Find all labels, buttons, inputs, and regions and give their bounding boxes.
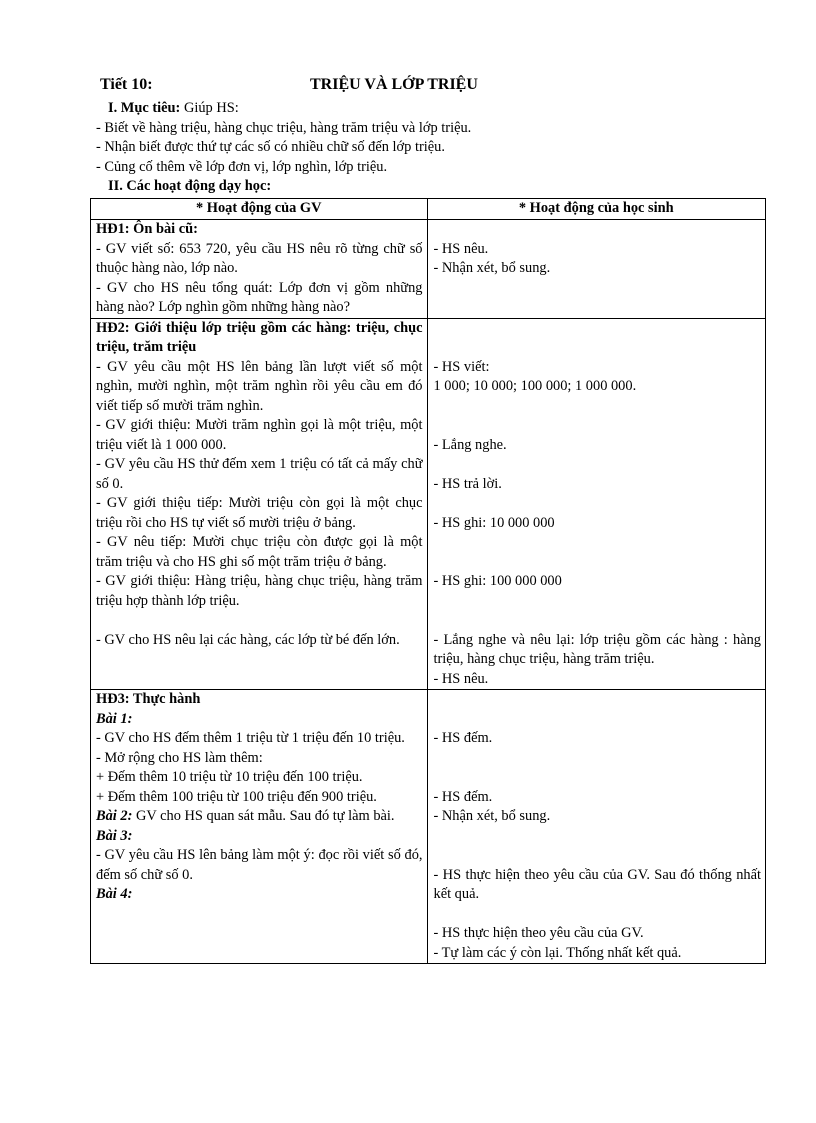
objective-item: - Biết về hàng triệu, hàng chục triệu, hàng trăm triệu và lớp triệu. [96, 119, 472, 136]
hs-text: - HS ghi: 10 000 000 [433, 514, 555, 531]
column-header-gv: * Hoạt động của GV [91, 199, 428, 220]
exercise-label: Bài 1: [96, 710, 133, 727]
gv-cell [91, 690, 428, 964]
gv-cell [91, 220, 428, 319]
gv-text: + Đếm thêm 10 triệu từ 10 triệu đến 100 triệu. [96, 769, 363, 785]
hs-text: - Nhận xét, bổ sung. [433, 808, 551, 824]
objectives-heading [96, 99, 776, 119]
gv-text: - GV yêu cầu một HS lên bảng lần lượt viết số một nghìn, mười nghìn, một trăm nghìn rồi yêu cầu em đó viết tiếp số mười trăm nghìn. [96, 358, 423, 414]
gv-text: - GV viết số: 653 720, yêu cầu HS nêu rõ từng chữ số thuộc hàng nào, lớp nào. [96, 240, 423, 276]
objectives-heading-rest: Giúp HS: [180, 100, 239, 116]
objective-item: - Nhận biết được thứ tự các số có nhiều chữ số đến lớp triệu. [96, 139, 445, 155]
table-row [91, 690, 766, 964]
gv-text: - GV cho HS đếm thêm 1 triệu từ 1 triệu đến 10 triệu. [96, 730, 405, 746]
hs-text: - HS đếm. [433, 730, 493, 746]
gv-text: - GV cho HS nêu tổng quát: Lớp đơn vị gồm những hàng nào? Lớp nghìn gồm những hàng nào? [96, 279, 423, 315]
objectives-section [96, 99, 776, 197]
activities-table [90, 198, 766, 964]
objectives-heading-label: I. Mục tiêu: [108, 100, 181, 116]
objective-item: - Củng cố thêm về lớp đơn vị, lớp nghìn, lớp triệu. [96, 158, 388, 175]
hs-cell [427, 318, 766, 690]
gv-text: - Mở rộng cho HS làm thêm: [96, 749, 263, 766]
gv-text: - GV yêu cầu HS thử đếm xem 1 triệu có tất cả mấy chữ số 0. [96, 456, 423, 492]
hs-text: - HS đếm. [433, 788, 493, 805]
gv-text: - GV giới thiệu tiếp: Mười triệu còn gọi là một chục triệu rồi cho HS tự viết số mười triệu ở bảng. [96, 495, 423, 531]
gv-cell [91, 318, 428, 690]
hs-cell [427, 220, 766, 319]
table-row [91, 220, 766, 319]
gv-text: - GV giới thiệu: Mười trăm nghìn gọi là một triệu, một triệu viết là 1 000 000. [96, 417, 423, 453]
gv-text: - GV yêu cầu HS lên bảng làm một ý: đọc rồi viết số đó, đếm số chữ số 0. [96, 847, 423, 883]
activities-heading [96, 177, 776, 197]
exercise-label: Bài 3: [96, 827, 133, 844]
hs-text: - HS trả lời. [433, 475, 502, 492]
gv-text-rest: GV cho HS quan sát mẫu. Sau đó tự làm bài. [132, 808, 395, 824]
gv-text [96, 807, 423, 827]
activity-title: HĐ2: Giới thiệu lớp triệu gồm các hàng: triệu, chục triệu, trăm triệu [96, 319, 423, 355]
hs-text: 1 000; 10 000; 100 000; 1 000 000. [433, 378, 637, 394]
gv-text: + Đếm thêm 100 triệu từ 100 triệu đến 900 triệu. [96, 788, 377, 805]
hs-text: - HS nêu. [433, 240, 489, 257]
table-row [91, 318, 766, 690]
exercise-label: Bài 4: [96, 886, 133, 902]
gv-text: - GV nêu tiếp: Mười chục triệu còn được gọi là một trăm triệu và cho HS ghi số một trăm triệu ở bảng. [96, 534, 423, 570]
hs-text: - HS nêu. [433, 670, 489, 687]
activity-title: HĐ1: Ôn bài cũ: [96, 221, 198, 237]
hs-text: - Lắng nghe. [433, 436, 507, 453]
hs-text: - HS viết: [433, 358, 490, 375]
activity-title: HĐ3: Thực hành [96, 691, 201, 707]
hs-text: - Nhận xét, bổ sung. [433, 260, 551, 276]
hs-text: - HS thực hiện theo yêu cầu của GV. Sau đó thống nhất kết quả. [433, 866, 761, 902]
hs-cell [427, 690, 766, 964]
activities-heading-text: II. Các hoạt động dạy học: [108, 178, 272, 194]
hs-text: - HS thực hiện theo yêu cầu của GV. [433, 925, 644, 941]
hs-text: - HS ghi: 100 000 000 [433, 573, 562, 589]
title-row [100, 76, 780, 98]
hs-text: - Tự làm các ý còn lại. Thống nhất kết quả. [433, 944, 682, 961]
gv-text: - GV cho HS nêu lại các hàng, các lớp từ bé đến lớn. [96, 631, 400, 648]
lesson-number: Tiết 10: [100, 76, 153, 93]
lesson-title: TRIỆU VÀ LỚP TRIỆU [310, 76, 478, 93]
hs-text: - Lắng nghe và nêu lại: lớp triệu gồm các hàng : hàng triệu, hàng chục triệu, hàng trăm triệu. [433, 631, 761, 667]
column-header-hs: * Hoạt động của học sinh [427, 199, 766, 220]
table-header-row [91, 199, 766, 220]
exercise-label: Bài 2: [96, 808, 133, 824]
gv-text: - GV giới thiệu: Hàng triệu, hàng chục triệu, hàng trăm triệu hợp thành lớp triệu. [96, 573, 423, 609]
